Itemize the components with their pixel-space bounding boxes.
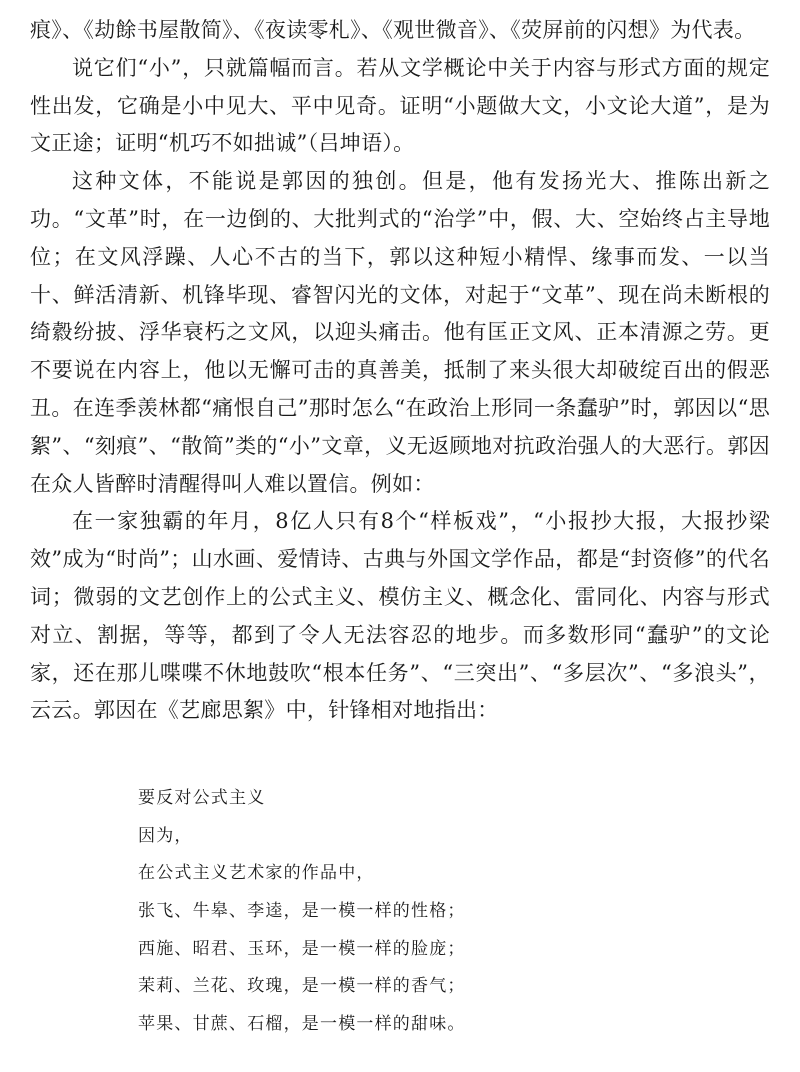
paragraph-cultural-revolution: 在一家独霸的年月，8亿人只有8个“样板戏”，“小报抄大报，大报抄梁效”成为“时尚”；山水画、爱情诗、古典与外国文学作品，都是“封资修”的代名词；微弱的文艺创作上的公式主义、模仿主义、概念化、雷同化、内容与形式对立、割据，等等，都到了令人无法容忍的地步。而多数形同“蠢驴”的文论家，还在那儿喋喋不休地鼓吹“根本任务”、“三突出”、“多层次”、“多浪头”，云云。郭因在《艺廊思絮》中，针锋相对地指出： [30,509,770,723]
quote-line: 要反对公式主义 [138,788,266,809]
quote-line: 张飞、牛皋、李逵，是一模一样的性格； [138,900,466,921]
quote-line: 茉莉、兰花、玫瑰，是一模一样的香气； [138,976,466,997]
quote-line: 因为， [138,825,193,846]
quote-line: 西施、昭君、玉环，是一模一样的脸庞； [138,938,466,959]
quote-line: 苹果、甘蔗、石榴，是一模一样的甜味。 [138,1013,466,1034]
quote-line: 在公式主义艺术家的作品中， [138,863,375,884]
paragraph-small-essays: 说它们“小”，只就篇幅而言。若从文学概论中关于内容与形式方面的规定性出发，它确是小中见大、平中见奇。证明“小题做大文，小文论大道”，是为文正途；证明“机巧不如拙诚”（吕坤语）。 [30,55,770,156]
paragraph-continuation: 痕》、《劫餘书屋散简》、《夜读零札》、《观世微音》、《荧屏前的闪想》为代表。 [30,18,756,42]
block-quote [138,780,770,1043]
paragraph-writing-style: 这种文体，不能说是郭因的独创。但是，他有发扬光大、推陈出新之功。“文革”时，在一边倒的、大批判式的“治学”中，假、大、空始终占主导地位；在文风浮躁、人心不古的当下，郭以这种短小精悍、缘事而发、一以当十、鲜活清新、机锋毕现、睿智闪光的文体，对起于“文革”、现在尚未断根的绮縠纷披、浮华衰朽之文风，以迎头痛击。他有匡正文风、正本清源之劳。更不要说在内容上，他以无懈可击的真善美，抵制了来头很大却破绽百出的假恶丑。在连季羡林都“痛恨自己”那时怎么“在政治上形同一条蠢驴”时，郭因以“思絮”、“刻痕”、“散简”类的“小”文章，义无返顾地对抗政治强人的大恶行。郭因在众人皆醉时清醒得叫人难以置信。例如： [30,169,770,496]
